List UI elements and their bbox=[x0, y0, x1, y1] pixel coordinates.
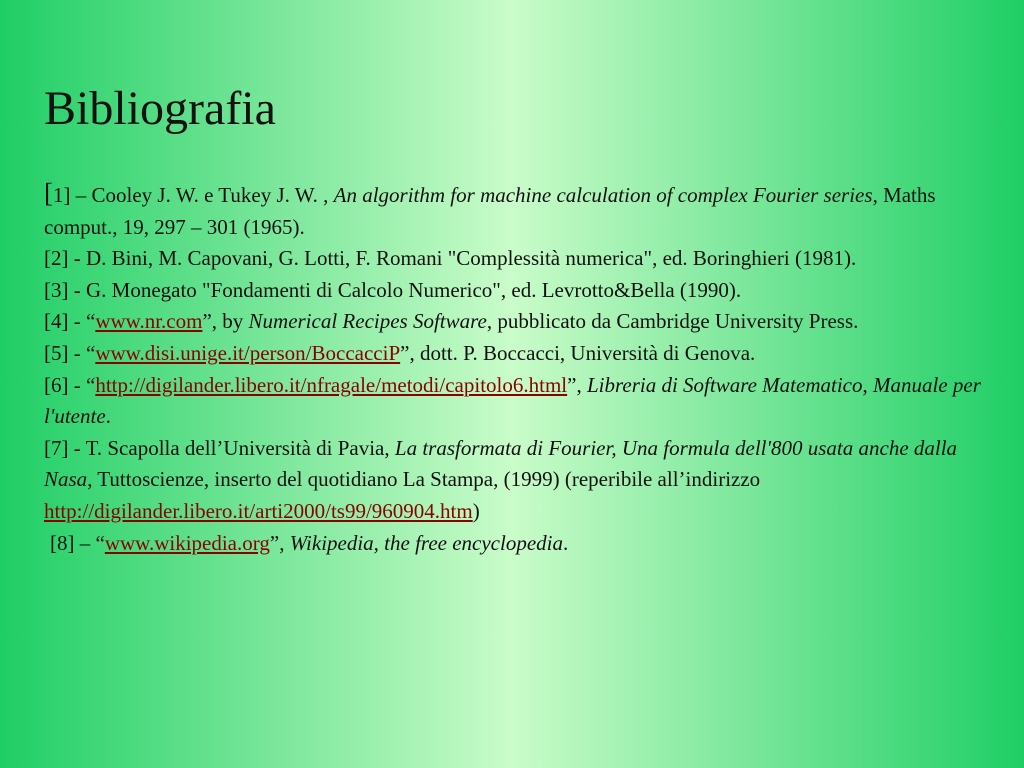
bibliography-list bbox=[44, 178, 999, 559]
reference-1-title: An algorithm for machine calculation of complex Fourier series bbox=[333, 183, 873, 207]
reference-6-sep: ”, bbox=[567, 372, 587, 397]
reference-5-author: ”, dott. P. Boccacci, Università di Genova. bbox=[400, 340, 756, 365]
reference-4-prefix: [4] - “ bbox=[44, 309, 96, 334]
reference-1-bracket: [ bbox=[44, 178, 53, 208]
reference-5 bbox=[44, 338, 999, 370]
reference-8-link[interactable]: www.wikipedia.org bbox=[104, 530, 270, 555]
reference-4-title: Numerical Recipes Software bbox=[248, 309, 487, 334]
reference-1-source: , Maths comput., 19, 297 – 301 (1965). bbox=[44, 183, 936, 239]
reference-8 bbox=[44, 528, 999, 560]
reference-7-author: [7] - T. Scapolla dell’Università di Pavia, bbox=[44, 435, 395, 460]
reference-2-text: [2] - D. Bini, M. Capovani, G. Lotti, F. Romani "Complessità numerica", ed. Boringhieri (1981). bbox=[44, 246, 857, 271]
reference-2 bbox=[44, 243, 999, 275]
reference-8-prefix: [8] – “ bbox=[50, 530, 105, 555]
reference-7-end: ) bbox=[472, 498, 480, 523]
reference-8-title: Wikipedia, the free encyclopedia bbox=[289, 530, 563, 555]
reference-7-source: , Tuttoscienze, inserto del quotidiano La Stampa, (1999) (reperibile all’indirizzo bbox=[87, 467, 761, 492]
reference-4-by: ”, by bbox=[202, 309, 249, 334]
reference-3-text: [3] - G. Monegato "Fondamenti di Calcolo Numerico", ed. Levrotto&Bella (1990). bbox=[44, 277, 742, 302]
reference-6-sep2: , bbox=[862, 372, 873, 397]
reference-6-link[interactable]: http://digilander.libero.it/nfragale/metodi/capitolo6.html bbox=[95, 372, 568, 397]
page-title: Bibliografia bbox=[44, 82, 276, 135]
reference-7-title: La trasformata di Fourier, Una formula dell'800 usata anche dalla Nasa bbox=[44, 435, 958, 492]
reference-5-prefix: [5] - “ bbox=[44, 340, 96, 365]
reference-4 bbox=[44, 306, 999, 338]
reference-6-prefix: [6] - “ bbox=[44, 372, 96, 397]
reference-7-link[interactable]: http://digilander.libero.it/arti2000/ts99/960904.htm bbox=[44, 498, 473, 523]
reference-6-subtitle: Manuale per l'utente bbox=[44, 372, 981, 429]
reference-4-link[interactable]: www.nr.com bbox=[95, 309, 203, 334]
slide bbox=[44, 0, 999, 768]
reference-5-link[interactable]: www.disi.unige.it/person/BoccacciP bbox=[95, 340, 401, 365]
reference-7 bbox=[44, 433, 999, 528]
reference-6 bbox=[44, 370, 999, 433]
reference-3 bbox=[44, 275, 999, 307]
reference-8-sep: ”, bbox=[269, 530, 290, 555]
reference-6-title: Libreria di Software Matematico bbox=[586, 372, 863, 397]
reference-8-end: . bbox=[562, 530, 569, 555]
reference-6-end: . bbox=[105, 404, 111, 429]
reference-4-publisher: , pubblicato da Cambridge University Press. bbox=[486, 309, 859, 334]
reference-1 bbox=[44, 178, 999, 243]
reference-1-authors: 1] – Cooley J. W. e Tukey J. W. , bbox=[53, 183, 334, 207]
